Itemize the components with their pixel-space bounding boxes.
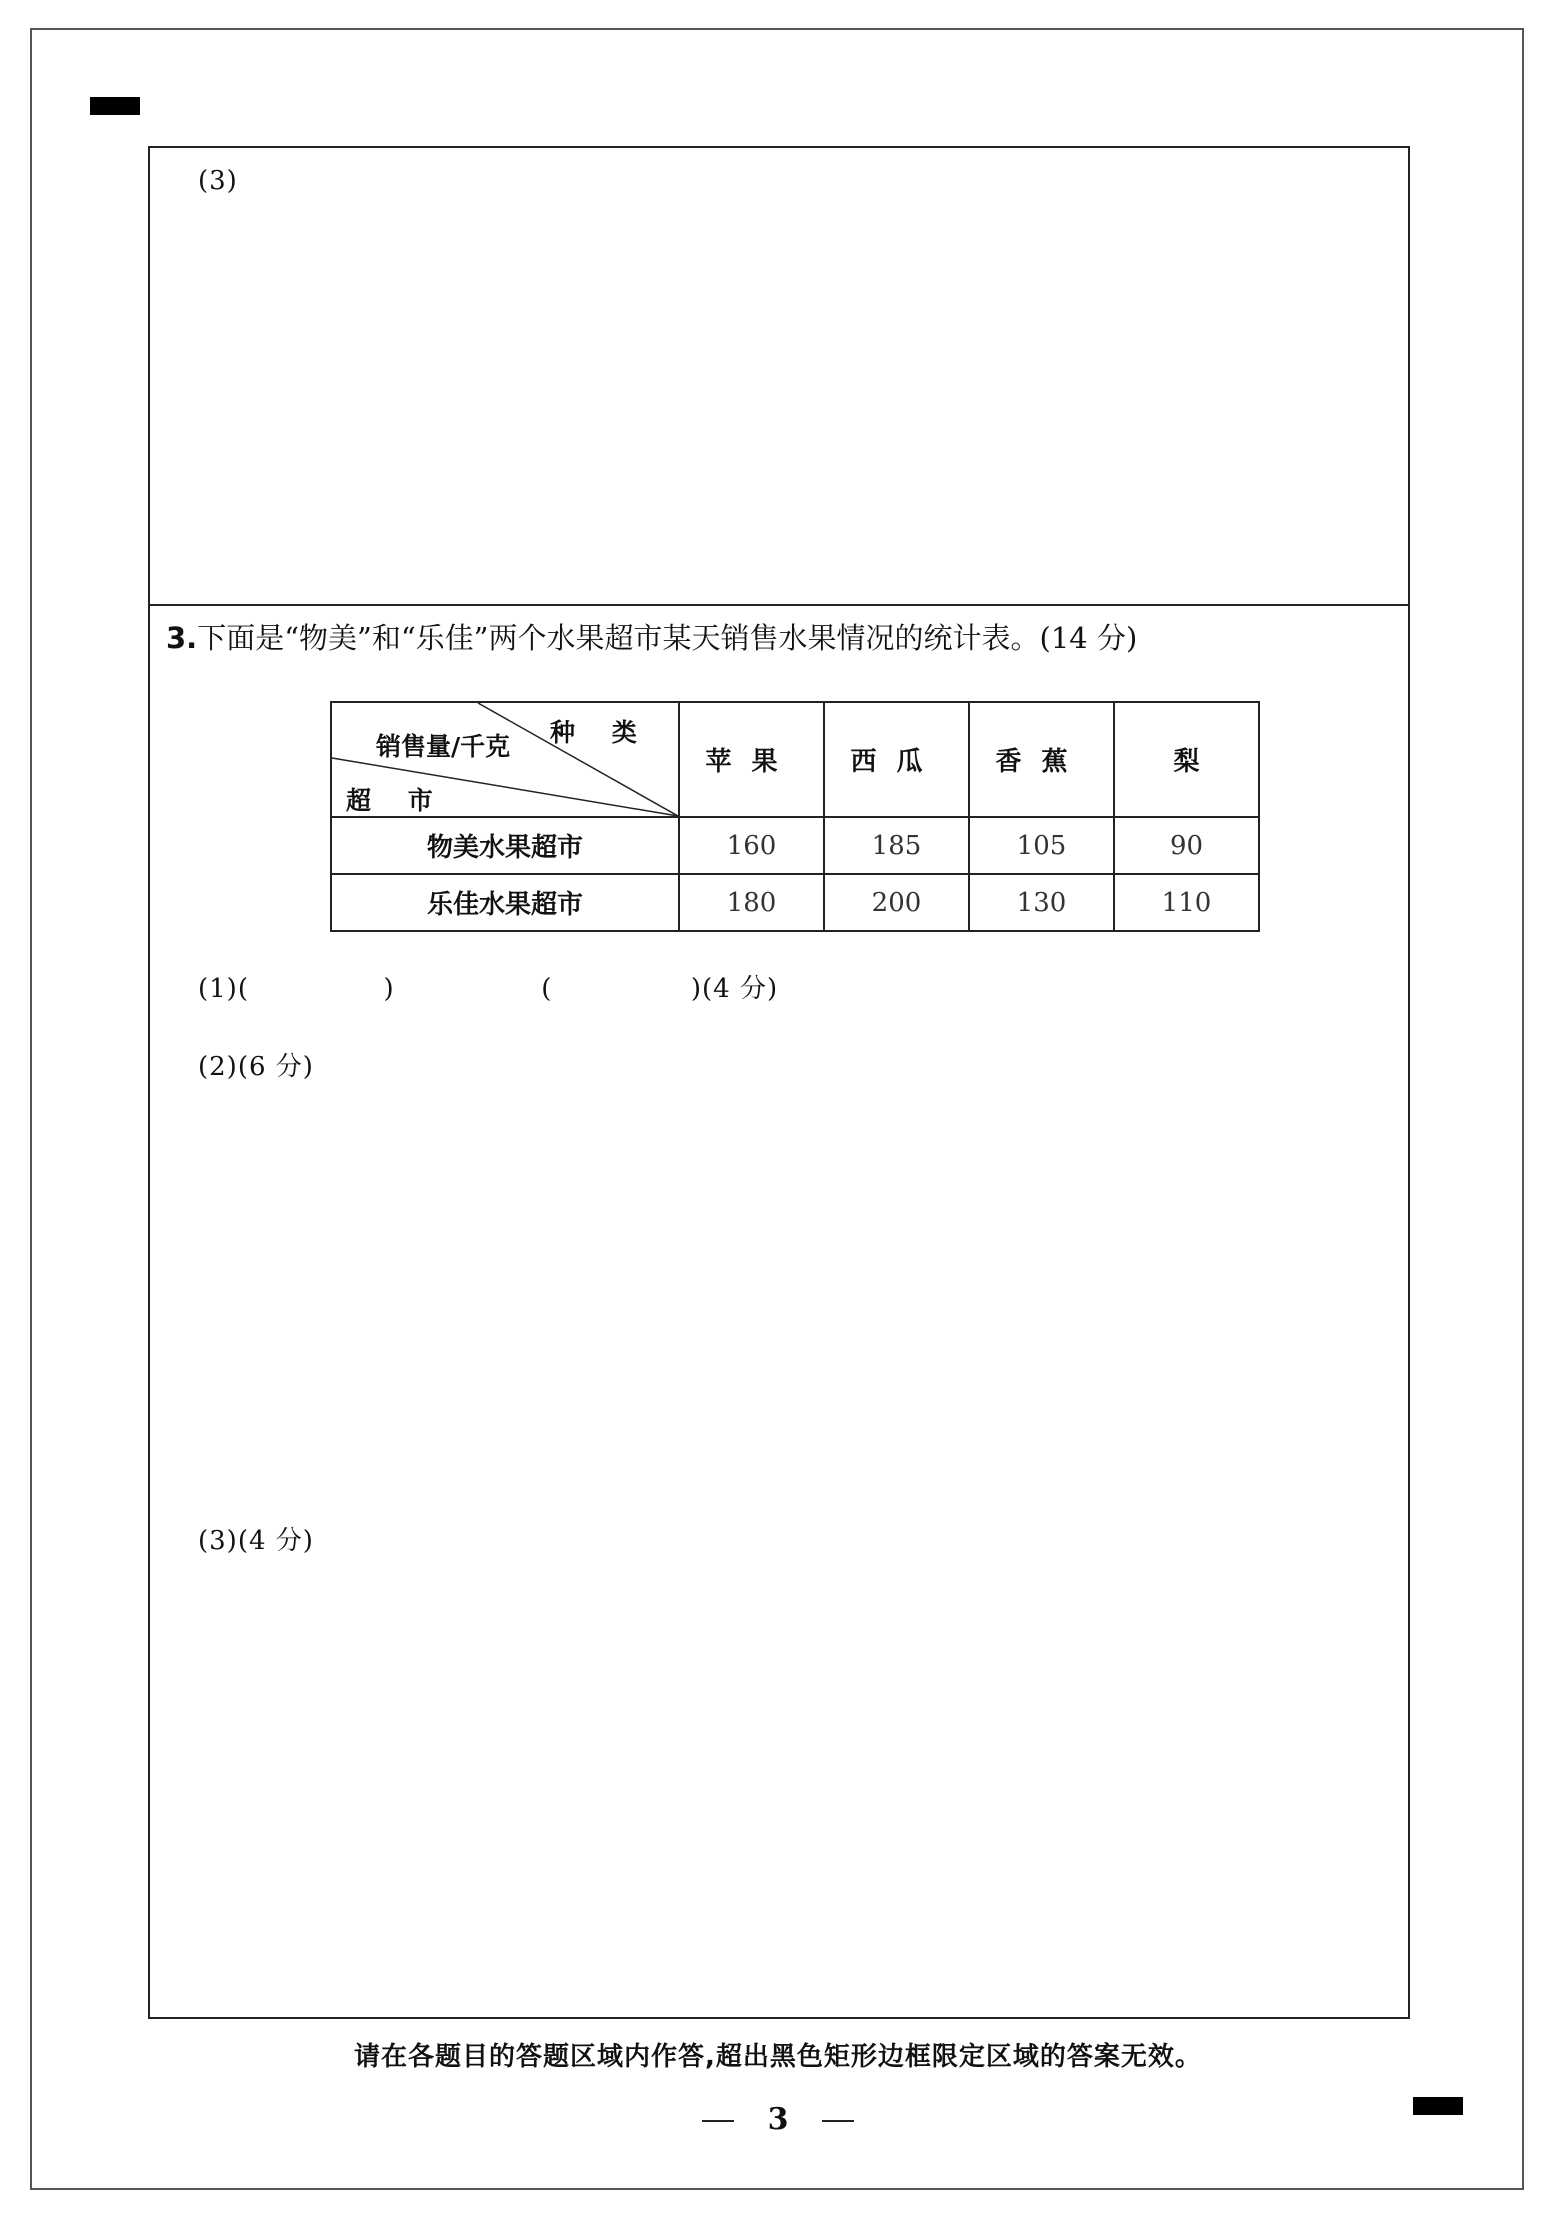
table-cell: 105	[969, 817, 1114, 874]
corner-kind-label: 种 类	[550, 718, 651, 747]
sub1-open: (1)(	[198, 974, 249, 1004]
column-header-banana: 香蕉	[969, 702, 1114, 817]
table-cell: 110	[1114, 874, 1259, 931]
sub1-open-2: (	[541, 974, 553, 1004]
question3-text: 下面是“物美”和“乐佳”两个水果超市某天销售水果情况的统计表。(14 分)	[197, 621, 1138, 655]
table-row	[331, 874, 1259, 931]
row-name-lejia: 乐佳水果超市	[331, 874, 679, 931]
corner-market-label: 超 市	[346, 786, 447, 815]
table-corner-cell	[331, 702, 679, 817]
sub2-label: (2)(6 分)	[198, 1052, 314, 1082]
sub2-answer-area[interactable]	[150, 1088, 1408, 1508]
sub3-answer-area[interactable]	[150, 1562, 1408, 2012]
question3-number: 3.	[166, 621, 198, 655]
registration-mark-top-left	[90, 97, 140, 115]
table-header-row	[331, 702, 1259, 817]
part3-answer-area[interactable]	[150, 148, 1408, 604]
question3-title	[166, 616, 1137, 657]
column-header-apple: 苹果	[679, 702, 824, 817]
answer-box	[148, 146, 1410, 2019]
dash-left	[702, 2120, 734, 2122]
table-cell: 180	[679, 874, 824, 931]
column-header-pear: 梨	[1114, 702, 1259, 817]
table-cell: 200	[824, 874, 969, 931]
column-header-watermelon: 西瓜	[824, 702, 969, 817]
sub3-label: (3)(4 分)	[198, 1526, 314, 1556]
page-number: 3	[767, 2102, 789, 2137]
part3-answer-label: (3)	[198, 166, 238, 196]
sub1-close-2: )(4 分)	[690, 974, 779, 1004]
table-cell: 90	[1114, 817, 1259, 874]
sub1-label	[198, 968, 778, 1005]
corner-quantity-label: 销售量/千克	[376, 732, 511, 761]
footer-note: 请在各题目的答题区域内作答,超出黑色矩形边框限定区域的答案无效。	[354, 2042, 1202, 2072]
dash-right	[822, 2120, 854, 2122]
sub1-close-1: )	[383, 974, 395, 1004]
table-row	[331, 817, 1259, 874]
table-cell: 160	[679, 817, 824, 874]
page-number-line	[0, 2102, 1556, 2137]
table-cell: 130	[969, 874, 1114, 931]
sales-table	[330, 701, 1260, 932]
section-divider	[150, 604, 1408, 606]
row-name-wumei: 物美水果超市	[331, 817, 679, 874]
table-cell: 185	[824, 817, 969, 874]
